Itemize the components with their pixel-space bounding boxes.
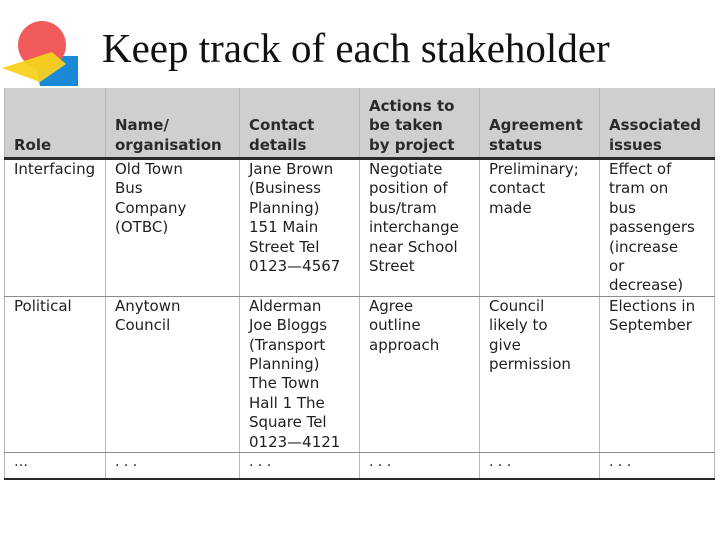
- cell-issues: Elections in September: [600, 296, 715, 452]
- header-agreement-status: Agreement status: [480, 88, 600, 159]
- header-name-organisation: Name/ organisation: [106, 88, 240, 159]
- table-row-ellipsis: [5, 453, 715, 480]
- cell-role: …: [5, 453, 106, 480]
- table-row: [5, 159, 715, 297]
- cell-name: Anytown Council: [106, 296, 240, 452]
- slide-title: Keep track of each stakeholder: [102, 25, 610, 71]
- cell-status: Preliminary; contact made: [480, 159, 600, 297]
- stakeholder-table: [4, 88, 715, 480]
- table-header-row: [5, 88, 715, 159]
- cell-actions: Negotiate position of bus/tram interchange near School Street: [360, 159, 480, 297]
- cell-actions: . . .: [360, 453, 480, 480]
- cell-issues: . . .: [600, 453, 715, 480]
- cell-status: . . .: [480, 453, 600, 480]
- cell-role: Political: [5, 296, 106, 452]
- header-associated-issues: Associated issues: [600, 88, 715, 159]
- table-row: [5, 296, 715, 452]
- cell-contact: . . .: [240, 453, 360, 480]
- header-actions: Actions to be taken by project: [360, 88, 480, 159]
- header-role: Role: [5, 88, 106, 159]
- cell-contact: Jane Brown (Business Planning) 151 Main Street Tel 0123—4567: [240, 159, 360, 297]
- cell-contact: Alderman Joe Bloggs (Transport Planning) The Town Hall 1 The Square Tel 0123—4121: [240, 296, 360, 452]
- cell-name: Old Town Bus Company (OTBC): [106, 159, 240, 297]
- cell-issues: Effect of tram on bus passengers (increase or decrease): [600, 159, 715, 297]
- cell-status: Council likely to give permission: [480, 296, 600, 452]
- cell-role: Interfacing: [5, 159, 106, 297]
- header-contact-details: Contact details: [240, 88, 360, 159]
- cell-name: . . .: [106, 453, 240, 480]
- logo-icon: [0, 14, 84, 86]
- cell-actions: Agree outline approach: [360, 296, 480, 452]
